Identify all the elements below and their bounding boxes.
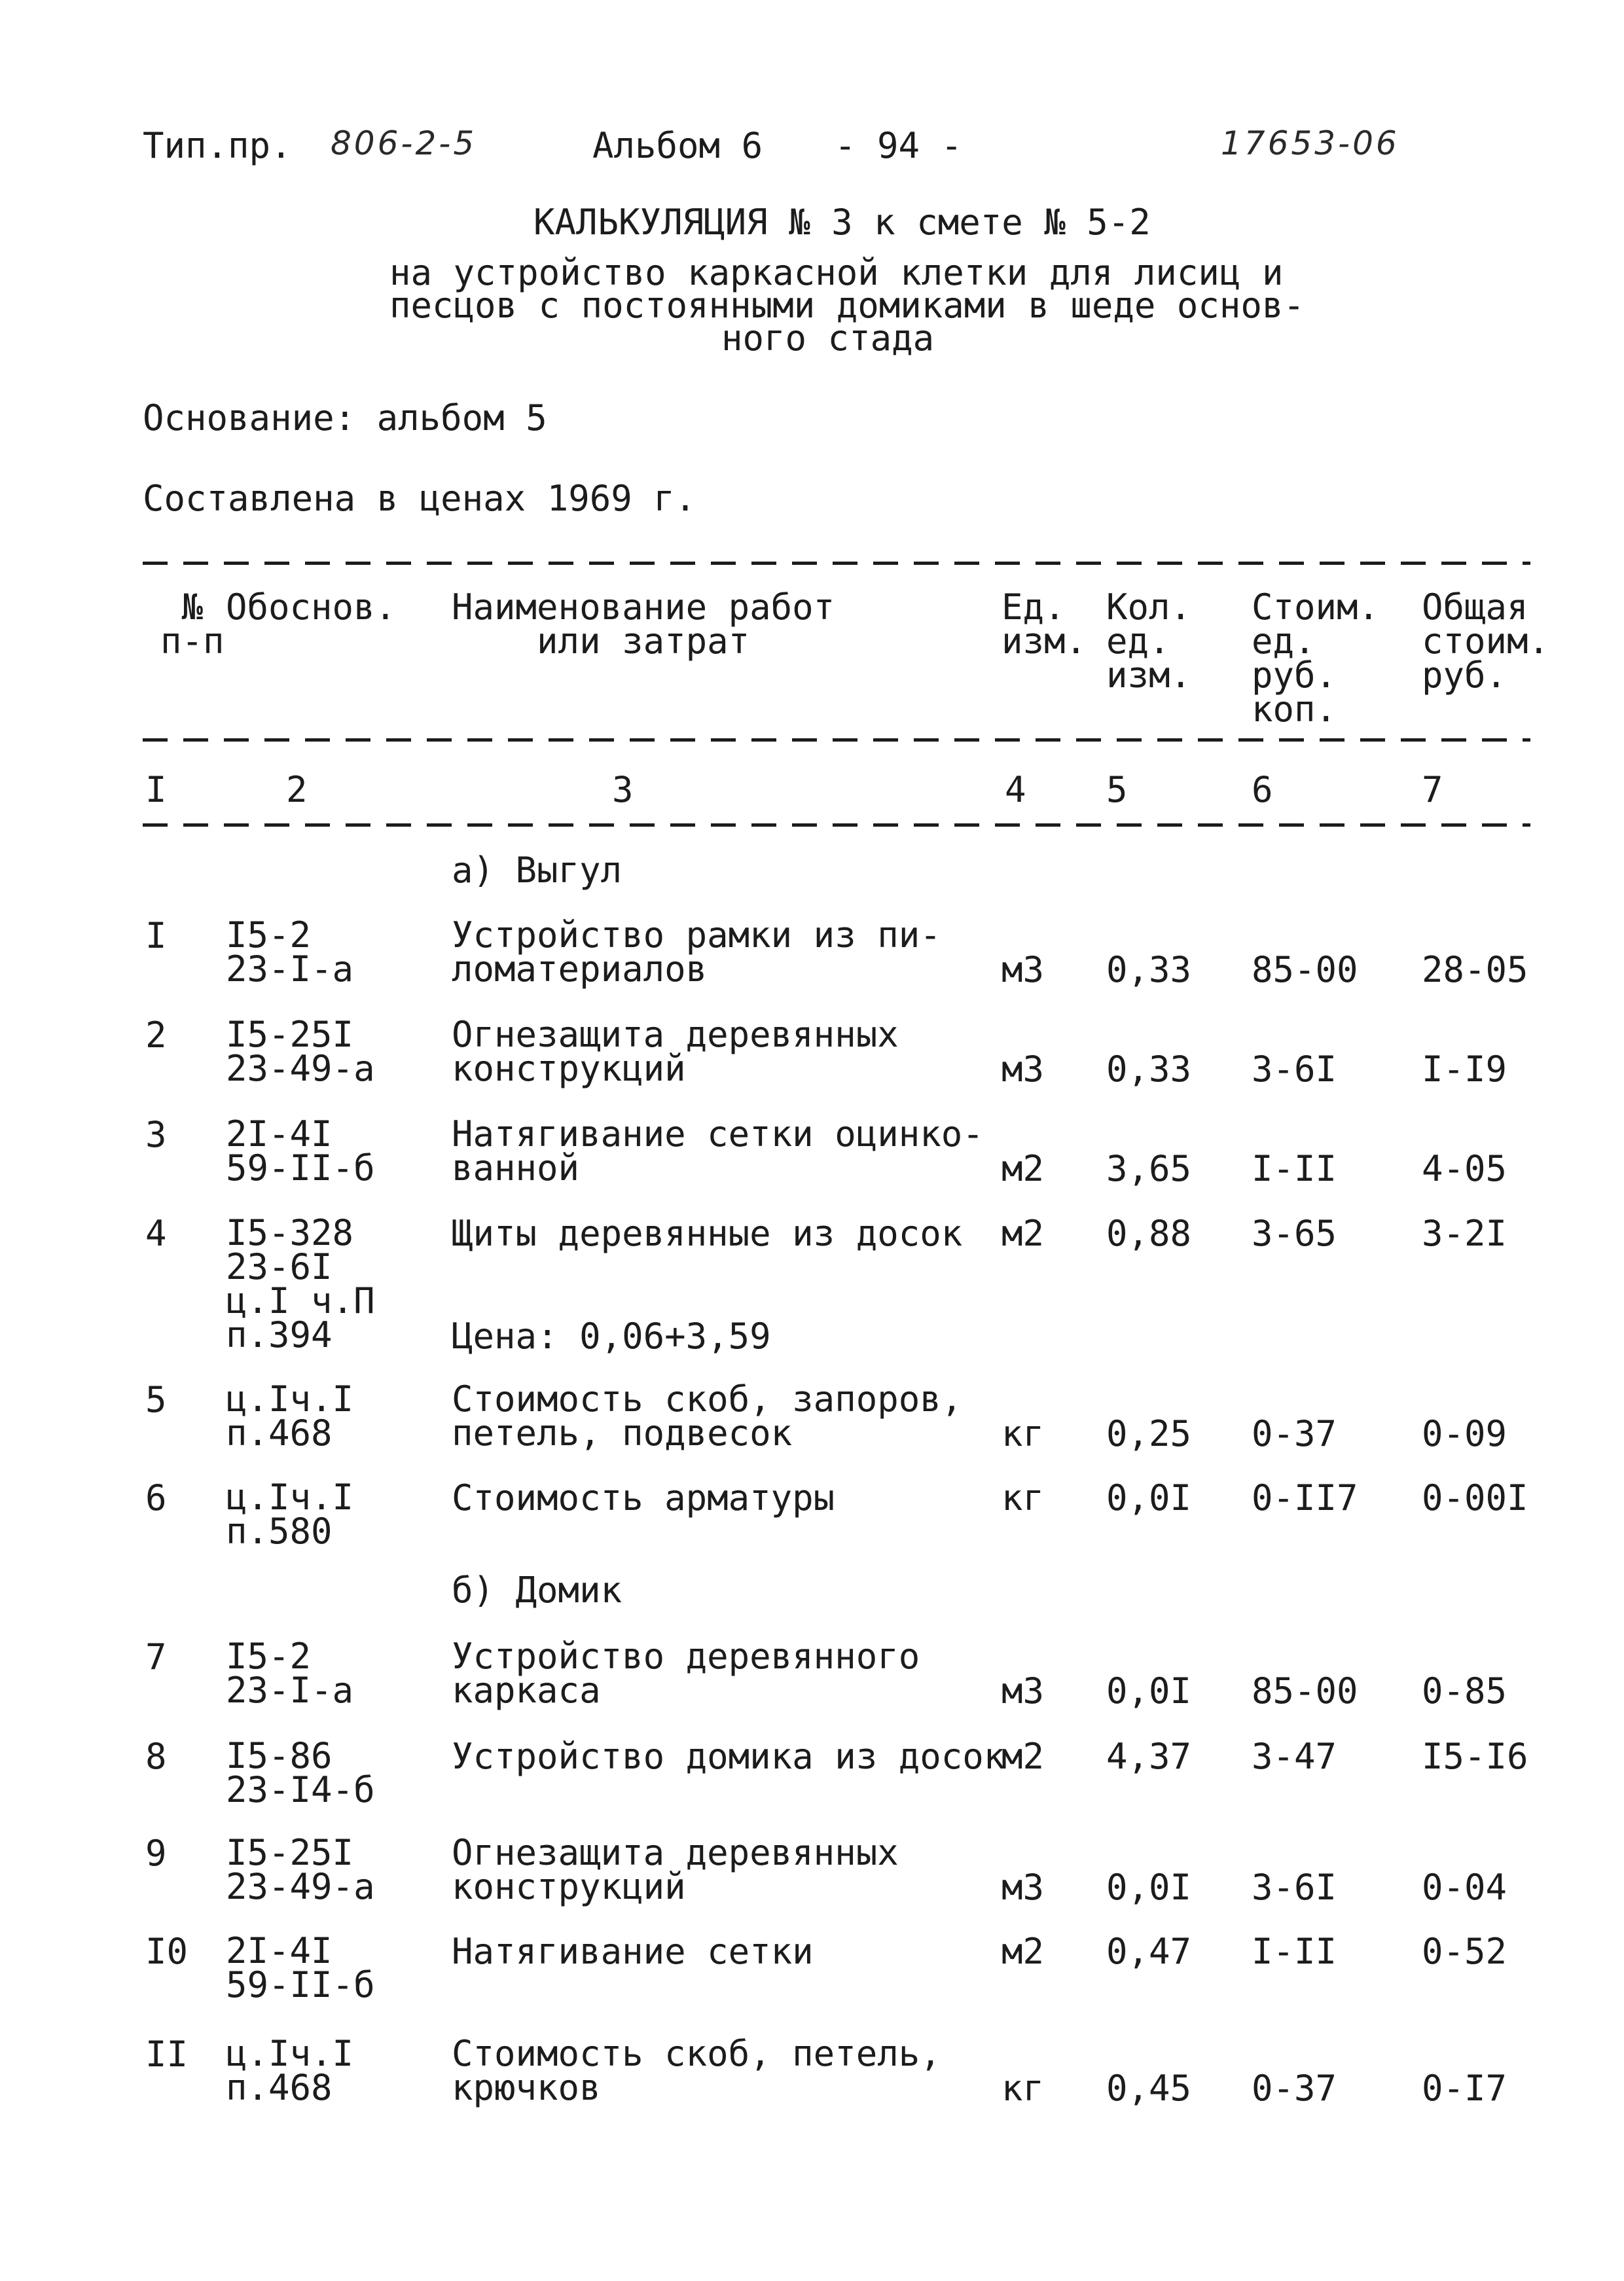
row-7-name: Устройство деревянного каркаса: [452, 1636, 920, 1711]
row-5-quantity: 0,25: [1106, 1413, 1192, 1454]
row-7-quantity: 0,0I: [1106, 1670, 1192, 1712]
header-col-3: Наименование работ или затрат: [452, 586, 835, 662]
row-4-unit: м2: [1001, 1213, 1045, 1254]
row-11-quantity: 0,45: [1106, 2068, 1192, 2109]
row-8-total: I5-I6: [1422, 1736, 1528, 1777]
row-6-name: Стоимость арматуры: [452, 1477, 835, 1518]
row-5-number: 5: [145, 1379, 167, 1420]
row-11-number: II: [145, 2034, 189, 2075]
section-heading-a: а) Выгул: [452, 850, 623, 891]
row-1-number: I: [145, 915, 167, 956]
row-1-basis: I5-2 23-I-а: [226, 914, 354, 990]
row-8-name: Устройство домика из досок: [452, 1736, 1005, 1777]
row-1-quantity: 0,33: [1106, 949, 1192, 990]
table-top-rule: [143, 562, 1530, 565]
row-5-unit-price: 0-37: [1252, 1413, 1337, 1454]
row-10-quantity: 0,47: [1106, 1931, 1192, 1972]
row-6-quantity: 0,0I: [1106, 1477, 1192, 1518]
column-number-5: 5: [1106, 769, 1128, 810]
row-5-basis: ц.Iч.I п.468: [226, 1378, 354, 1454]
row-3-name: Натягивание сетки оцинко- ванной: [452, 1113, 984, 1189]
row-9-unit-price: 3-6I: [1252, 1867, 1337, 1908]
row-2-quantity: 0,33: [1106, 1049, 1192, 1090]
row-8-basis: I5-86 23-I4-б: [226, 1735, 375, 1810]
row-10-unit: м2: [1001, 1931, 1045, 1972]
row-2-total: I-I9: [1422, 1049, 1507, 1090]
row-1-unit-price: 85-00: [1252, 949, 1358, 990]
section-heading-b: б) Домик: [452, 1570, 623, 1611]
column-number-1: I: [145, 769, 167, 810]
row-9-total: 0-04: [1422, 1867, 1507, 1908]
row-7-total: 0-85: [1422, 1670, 1507, 1712]
row-4-number: 4: [145, 1213, 167, 1254]
row-6-basis: ц.Iч.I п.580: [226, 1477, 354, 1552]
column-numbers-rule: [143, 823, 1530, 827]
row-11-unit-price: 0-37: [1252, 2068, 1337, 2109]
header-col-4: Ед. изм.: [1001, 586, 1087, 662]
row-3-number: 3: [145, 1114, 167, 1155]
row-6-total: 0-00I: [1422, 1477, 1528, 1518]
row-11-basis: ц.Iч.I п.468: [226, 2033, 354, 2108]
title-line-4: ного стада: [721, 317, 935, 359]
row-11-name: Стоимость скоб, петель, крючков: [452, 2033, 941, 2108]
header-bottom-rule: [143, 738, 1530, 742]
album-label: Альбом 6: [592, 125, 763, 166]
row-9-unit: м3: [1001, 1867, 1045, 1908]
row-6-unit-price: 0-II7: [1252, 1477, 1358, 1518]
row-6-number: 6: [145, 1477, 167, 1518]
row-4-price-note: Цена: 0,06+3,59: [452, 1316, 771, 1357]
basis-line: Основание: альбом 5: [143, 397, 547, 439]
row-2-basis: I5-25I 23-49-а: [226, 1014, 375, 1089]
row-7-unit-price: 85-00: [1252, 1670, 1358, 1712]
row-5-name: Стоимость скоб, запоров, петель, подвесок: [452, 1378, 963, 1454]
prices-line: Составлена в ценах 1969 г.: [143, 478, 696, 519]
row-10-total: 0-52: [1422, 1931, 1507, 1972]
row-9-basis: I5-25I 23-49-а: [226, 1832, 375, 1907]
row-4-basis: I5-328 23-6I ц.I ч.П п.394: [226, 1212, 375, 1356]
row-8-number: 8: [145, 1736, 167, 1777]
column-number-3: 3: [612, 769, 634, 810]
row-8-unit: м2: [1001, 1736, 1045, 1777]
row-7-number: 7: [145, 1636, 167, 1678]
row-1-unit: м3: [1001, 949, 1045, 990]
row-9-number: 9: [145, 1833, 167, 1874]
header-col-1: № п-п: [160, 586, 225, 662]
row-3-quantity: 3,65: [1106, 1148, 1192, 1189]
row-8-unit-price: 3-47: [1252, 1736, 1337, 1777]
row-6-unit: кг: [1001, 1477, 1045, 1518]
calculation-title: КАЛЬКУЛЯЦИЯ № 3 к смете № 5-2: [533, 202, 1151, 243]
header-col-7: Общая стоим. руб.: [1422, 586, 1550, 696]
row-1-total: 28-05: [1422, 949, 1528, 990]
doc-type-label: Тип.пр.: [143, 125, 292, 166]
row-3-total: 4-05: [1422, 1148, 1507, 1189]
column-number-6: 6: [1252, 769, 1273, 810]
project-code: 806-2-5: [331, 124, 477, 162]
column-number-2: 2: [286, 769, 308, 810]
row-8-quantity: 4,37: [1106, 1736, 1192, 1777]
row-3-basis: 2I-4I 59-II-б: [226, 1113, 375, 1189]
column-number-7: 7: [1422, 769, 1443, 810]
row-4-quantity: 0,88: [1106, 1213, 1192, 1254]
row-4-name: Щиты деревянные из досок: [452, 1213, 963, 1254]
row-4-unit-price: 3-65: [1252, 1213, 1337, 1254]
row-7-unit: м3: [1001, 1670, 1045, 1712]
document-number: 17653-06: [1221, 124, 1399, 162]
column-number-4: 4: [1005, 769, 1026, 810]
row-11-total: 0-I7: [1422, 2068, 1507, 2109]
header-col-6: Стоим. ед. руб. коп.: [1252, 586, 1380, 730]
row-2-unit-price: 3-6I: [1252, 1049, 1337, 1090]
row-11-unit: кг: [1001, 2068, 1045, 2109]
row-9-name: Огнезащита деревянных конструкций: [452, 1832, 899, 1907]
header-col-2: Обоснов.: [226, 586, 397, 628]
row-1-name: Устройство рамки из пи- ломатериалов: [452, 914, 941, 990]
row-3-unit: м2: [1001, 1148, 1045, 1189]
row-10-unit-price: I-II: [1252, 1931, 1337, 1972]
row-2-name: Огнезащита деревянных конструкций: [452, 1014, 899, 1089]
title-line-3: песцов с постоянными домиками в шеде основ-: [389, 285, 1305, 326]
page-number: - 94 -: [835, 125, 963, 166]
row-10-number: I0: [145, 1931, 189, 1972]
title-line-2: на устройство каркасной клетки для лисиц и: [389, 252, 1284, 293]
row-2-unit: м3: [1001, 1049, 1045, 1090]
row-7-basis: I5-2 23-I-а: [226, 1636, 354, 1711]
row-2-number: 2: [145, 1015, 167, 1056]
row-10-name: Натягивание сетки: [452, 1931, 814, 1972]
row-9-quantity: 0,0I: [1106, 1867, 1192, 1908]
row-10-basis: 2I-4I 59-II-б: [226, 1930, 375, 2005]
row-4-total: 3-2I: [1422, 1213, 1507, 1254]
row-5-total: 0-09: [1422, 1413, 1507, 1454]
row-5-unit: кг: [1001, 1413, 1045, 1454]
header-col-5: Кол. ед. изм.: [1106, 586, 1192, 696]
row-3-unit-price: I-II: [1252, 1148, 1337, 1189]
